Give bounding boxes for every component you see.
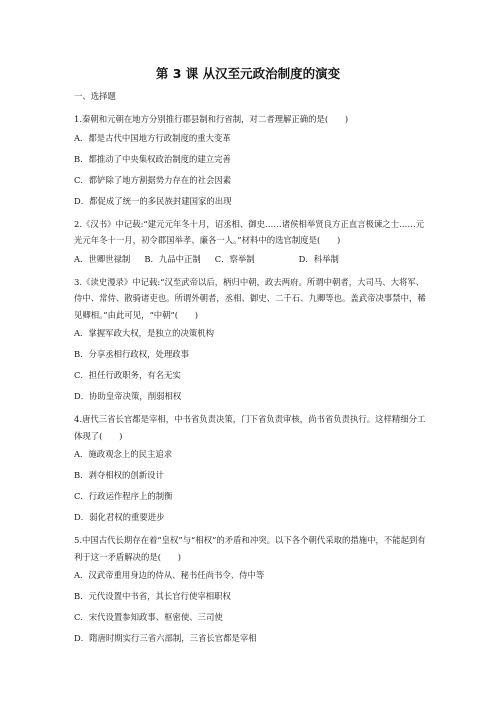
lesson-title: 第 3 课 从汉至元政治制度的演变 bbox=[155, 66, 341, 81]
question-5-option-a: A．汉武帝重用身边的侍从、秘书任尚书令、侍中等 bbox=[74, 570, 265, 580]
question-2-stem: 2.《汉书》中记载:“建元元年冬十月，诏丞相、御史……诸侯相举贤良方正直言极谏之士……元光元年冬十一月，初令郡国举孝、廉各一人。”材料中的选官制度是( ) bbox=[74, 218, 425, 245]
question-5-option-c: C．宋代设置参知政事、枢密使、三司使 bbox=[74, 612, 223, 622]
question-5-stem: 5.中国古代长期存在着“皇权”与“相权”的矛盾和冲突。以下各个朝代采取的措施中，不能起到有利于这一矛盾解决的是( ) bbox=[74, 535, 426, 562]
question-2-options bbox=[74, 253, 426, 266]
question-1-option-a: A．都是古代中国地方行政制度的重大变革 bbox=[74, 132, 231, 143]
question-3-option-d: D．协助皇帝决策，削弱相权 bbox=[74, 391, 182, 401]
question-1-option-b: B．都推动了中央集权政治制度的建立完善 bbox=[74, 153, 231, 164]
question-1-stem: 1.秦朝和元朝在地方分别推行郡县制和行省制，对二者理解正确的是( ) bbox=[74, 114, 349, 124]
question-2-option-a: A．世卿世禄制 bbox=[74, 253, 131, 264]
question-2-option-d: D．科举制 bbox=[298, 253, 339, 264]
question-4-option-d: D．弱化君权的重要进步 bbox=[74, 512, 165, 522]
section-heading: 一、选择题 bbox=[74, 91, 116, 101]
question-3-option-c: C．担任行政职务，有名无实 bbox=[74, 370, 181, 380]
question-1-option-d: D．都促成了统一的多民族封建国家的出现 bbox=[74, 195, 232, 206]
question-4-option-c: C．行政运作程序上的制衡 bbox=[74, 491, 173, 501]
question-2-option-c: C．察举制 bbox=[214, 253, 255, 264]
question-list bbox=[74, 90, 426, 653]
question-4-stem: 4.唐代三省长官都是宰相，中书省负责决策，门下省负责审核，尚书省负责执行。这样精细分工体现了( ) bbox=[74, 414, 426, 441]
question-5-option-d: D．隋唐时期实行三省六部制，三省长官都是宰相 bbox=[74, 633, 257, 643]
question-2-option-b: B．九品中正制 bbox=[144, 253, 201, 264]
question-1-option-c: C．都铲除了地方割据势力存在的社会因素 bbox=[74, 174, 232, 185]
question-3-option-a: A．掌握军政大权，是独立的决策机构 bbox=[74, 328, 215, 338]
question-3-stem: 3.《读史漫录》中记载:“汉至武帝以后，柄归中朝，政去两府。所谓中朝者，大司马、大将军、侍中、常侍、散骑诸吏也。所谓外朝者，丞相、御史、二千石、九卿等也。盖武帝决事禁中，稀见卿相。”由此可见，“中朝”( ) bbox=[74, 276, 426, 320]
question-3-option-b: B．分享丞相行政权，处理政事 bbox=[74, 349, 190, 359]
question-4-option-a: A．施政观念上的民主追求 bbox=[74, 449, 173, 459]
question-5-option-b: B．元代设置中书省，其长官行使宰相职权 bbox=[74, 591, 231, 601]
question-4-option-b: B．剥夺相权的创新设计 bbox=[74, 470, 164, 480]
